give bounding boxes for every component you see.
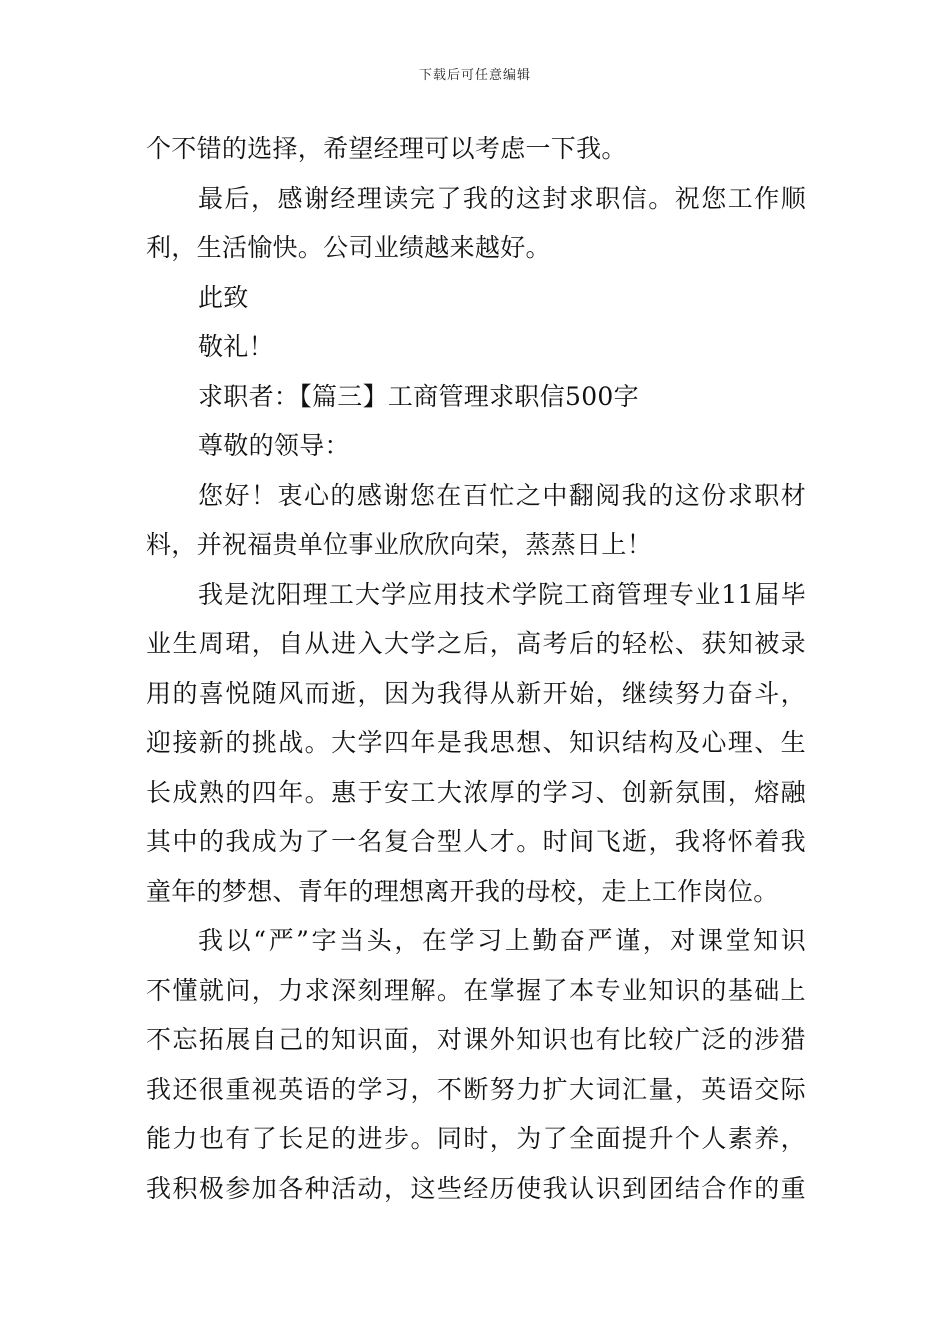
body-line: 我积极参加各种活动，这些经历使我认识到团结合作的重 [146,1173,806,1203]
body-line: 业生周珺，自从进入大学之后，高考后的轻松、获知被录 [146,629,806,658]
body-line: 利，生活愉快。公司业绩越来越好。 [146,233,551,262]
body-line: 其中的我成为了一名复合型人才。时间飞逝，我将怀着我 [146,827,806,856]
body-line: 用的喜悦随风而逝，因为我得从新开始，继续努力奋斗， [146,678,806,708]
body-line: 迎接新的挑战。大学四年是我思想、知识结构及心理、生 [146,728,806,757]
body-line: 我是沈阳理工大学应用技术学院工商管理专业11届毕 [198,579,806,609]
body-line: 能力也有了长足的进步。同时，为了全面提升个人素养， [146,1124,806,1153]
page-header: 下载后可任意编辑 [418,68,531,83]
body-line: 长成熟的四年。惠于安工大浓厚的学习、创新氛围，熔融 [146,777,806,807]
body-line: 您好！衷心的感谢您在百忙之中翻阅我的这份求职材 [198,480,806,510]
body-line: 最后，感谢经理读完了我的这封求职信。祝您工作顺 [198,183,806,213]
body-line: 个不错的选择，希望经理可以考虑一下我。 [146,134,627,163]
body-line: 不忘拓展自己的知识面，对课外知识也有比较广泛的涉猎 [146,1025,806,1054]
body-line: 不懂就问，力求深刻理解。在掌握了本专业知识的基础上 [146,975,806,1005]
document-body [146,124,806,1213]
closing-regards: 敬礼！ [198,332,274,361]
body-line: 童年的梦想、青年的理想离开我的母校，走上工作岗位。 [146,876,779,906]
section-title: 求职者：【篇三】工商管理求职信500字 [198,381,639,411]
greeting: 尊敬的领导： [198,431,350,460]
body-line: 我还很重视英语的学习，不断努力扩大词汇量，英语交际 [146,1074,806,1104]
closing-salutation: 此致 [198,282,249,312]
body-line: 我以“严”字当头，在学习上勤奋严谨，对课堂知识 [198,926,806,955]
body-line: 料，并祝福贵单位事业欣欣向荣，蒸蒸日上！ [146,530,653,559]
